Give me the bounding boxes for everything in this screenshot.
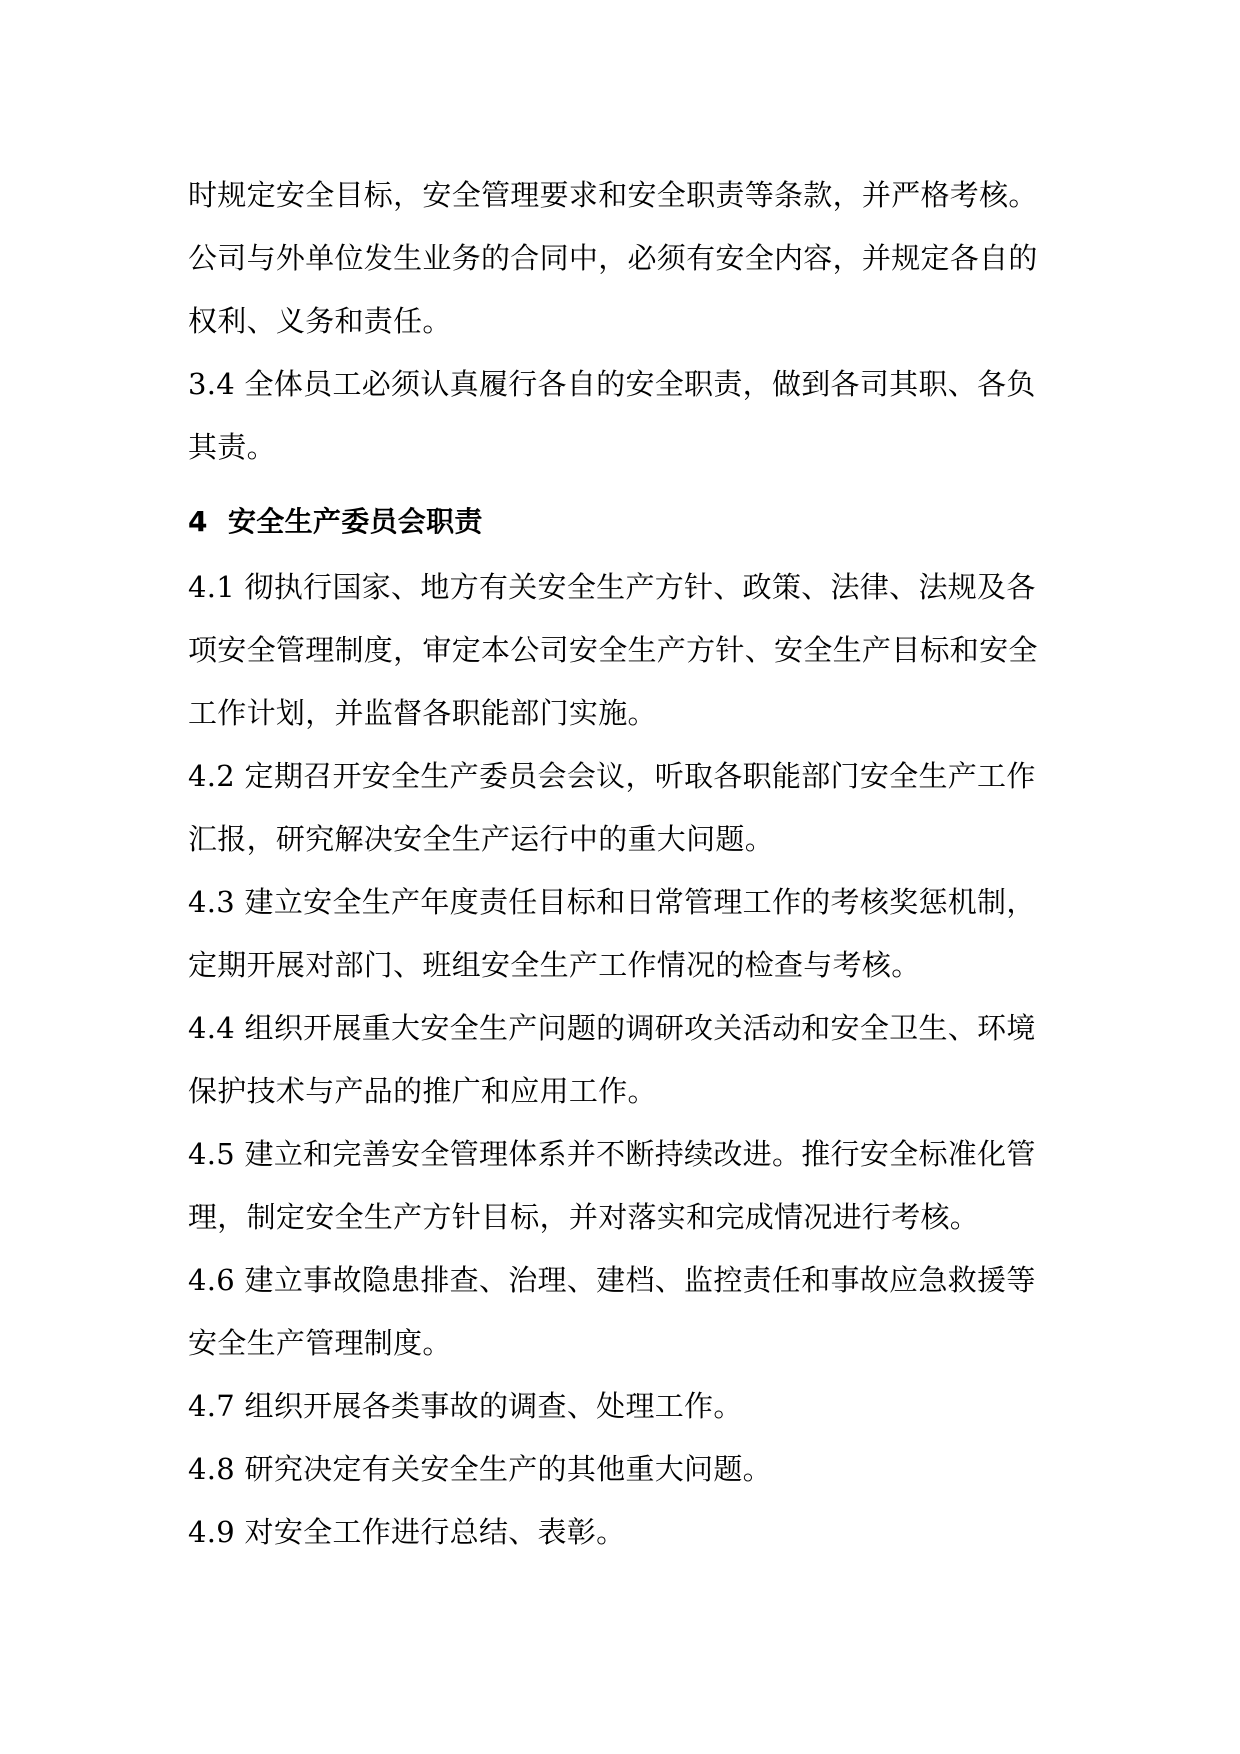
section-title: 安全生产委员会职责: [228, 505, 483, 538]
section-line: 安全生产管理制度。: [188, 1326, 452, 1360]
section-line: 4.8 研究决定有关安全生产的其他重大问题。: [188, 1452, 772, 1486]
section-line: 4.1 彻执行国家、地方有关安全生产方针、政策、法律、法规及各: [188, 570, 1036, 604]
body-line: 公司与外单位发生业务的合同中，必须有安全内容，并规定各自的: [188, 241, 1038, 275]
body-line: 3.4 全体员工必须认真履行各自的安全职责，做到各司其职、各负: [188, 367, 1036, 401]
section-line: 保护技术与产品的推广和应用工作。: [188, 1074, 657, 1108]
section-line: 4.9 对安全工作进行总结、表彰。: [188, 1515, 626, 1549]
section-number: 4: [188, 505, 208, 538]
section-line: 工作计划，并监督各职能部门实施。: [188, 696, 657, 730]
body-line: 时规定安全目标，安全管理要求和安全职责等条款，并严格考核。: [188, 178, 1038, 212]
section-line: 项安全管理制度，审定本公司安全生产方针、安全生产目标和安全: [188, 633, 1038, 667]
section-line: 4.3 建立安全生产年度责任目标和日常管理工作的考核奖惩机制，: [188, 885, 1036, 919]
section-line: 4.4 组织开展重大安全生产问题的调研攻关活动和安全卫生、环境: [188, 1011, 1036, 1045]
section-line: 汇报，研究解决安全生产运行中的重大问题。: [188, 822, 775, 856]
section-line: 定期开展对部门、班组安全生产工作情况的检查与考核。: [188, 948, 921, 982]
section-line: 理，制定安全生产方针目标，并对落实和完成情况进行考核。: [188, 1200, 980, 1234]
section-heading: [188, 502, 1068, 542]
section-line: 4.2 定期召开安全生产委员会会议，听取各职能部门安全生产工作: [188, 759, 1036, 793]
body-line: 其责。: [188, 430, 276, 464]
section-line: 4.7 组织开展各类事故的调查、处理工作。: [188, 1389, 743, 1423]
section-line: 4.5 建立和完善安全管理体系并不断持续改进。推行安全标准化管: [188, 1137, 1036, 1171]
section-line: 4.6 建立事故隐患排查、治理、建档、监控责任和事故应急救援等: [188, 1263, 1036, 1297]
body-line: 权利、义务和责任。: [188, 304, 452, 338]
